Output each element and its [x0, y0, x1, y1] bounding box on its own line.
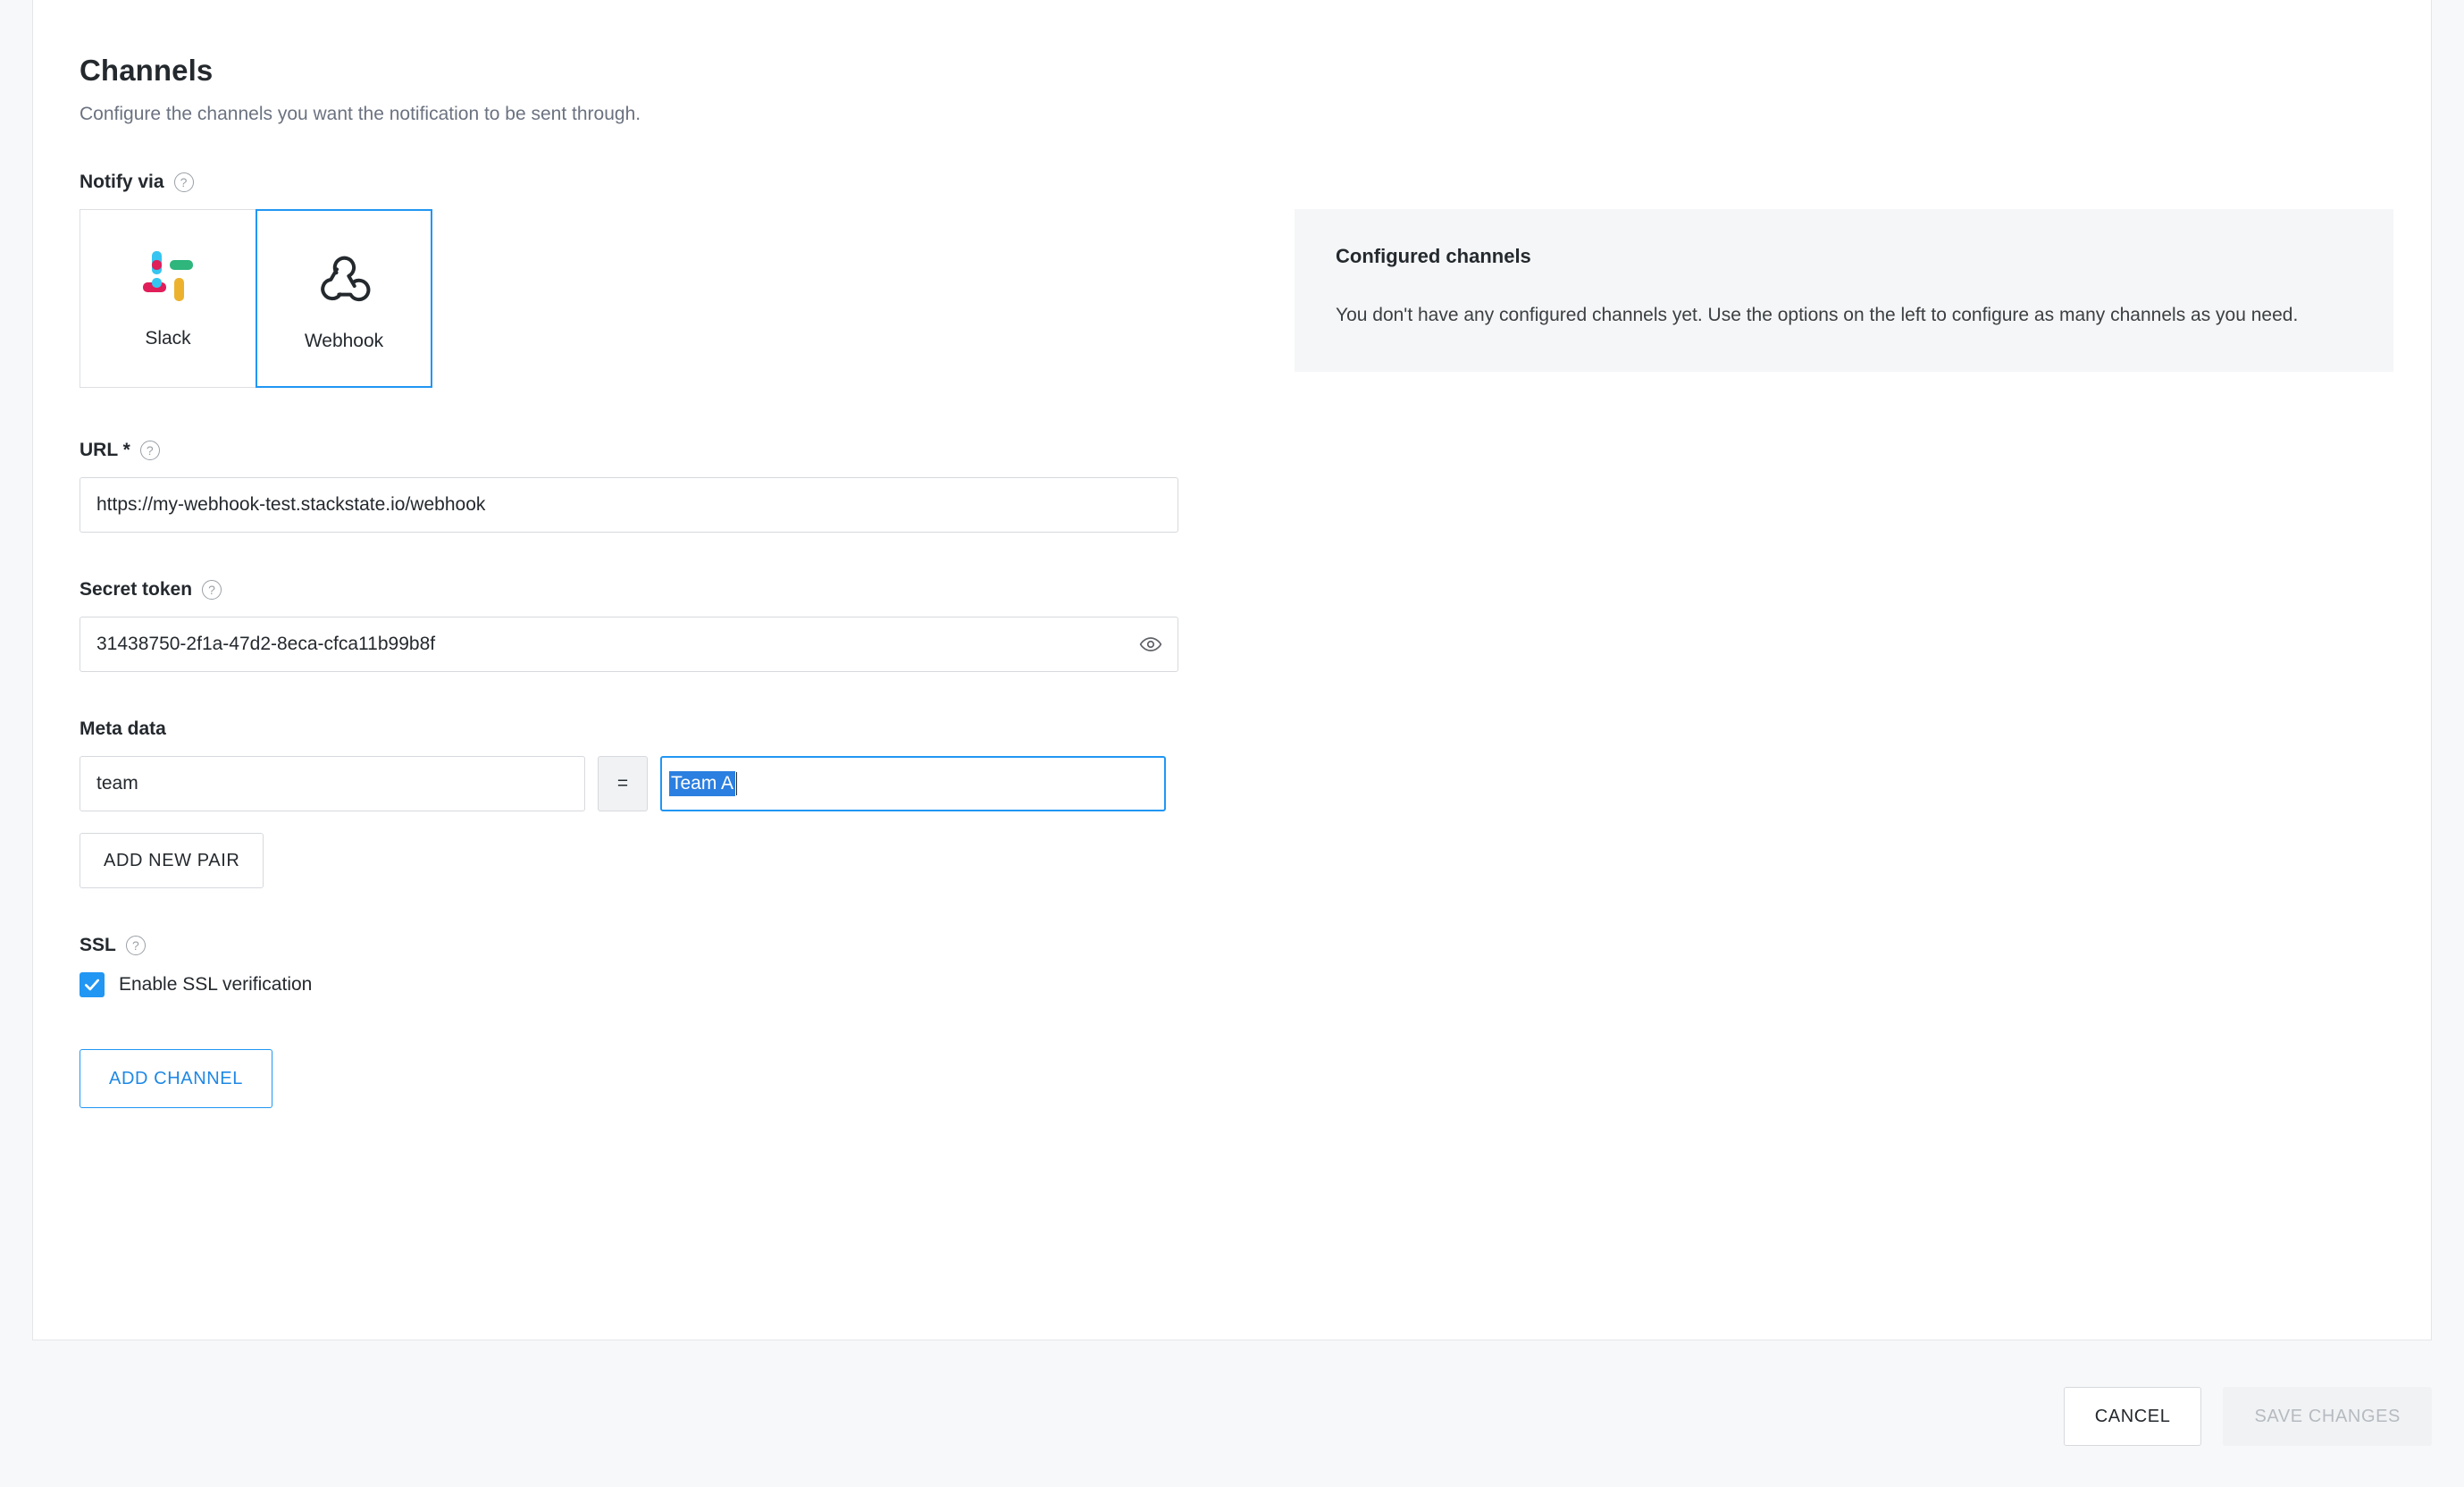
text-caret	[736, 772, 737, 795]
eye-icon[interactable]	[1137, 631, 1164, 658]
secret-token-label: Secret token	[80, 579, 193, 600]
channel-option-webhook-label: Webhook	[304, 330, 384, 351]
add-channel-button[interactable]: ADD CHANNEL	[80, 1049, 272, 1108]
channel-option-slack[interactable]	[80, 209, 256, 388]
meta-value-input[interactable]	[660, 756, 1166, 811]
save-changes-button: SAVE CHANGES	[2223, 1387, 2432, 1446]
meta-key-input[interactable]: team	[80, 756, 585, 811]
meta-separator: =	[598, 756, 648, 811]
footer-actions	[2064, 1387, 2432, 1446]
slack-logo-icon	[139, 248, 197, 305]
meta-data-row	[80, 756, 1223, 811]
ssl-label-row	[80, 935, 1223, 956]
notify-via-label: Notify via	[80, 172, 164, 192]
secret-token-input[interactable]: 31438750-2f1a-47d2-8eca-cfca11b99b8f	[80, 617, 1178, 672]
configured-channels-empty-text: You don't have any configured channels yet. Use the options on the left to configure as many channels as you need.	[1336, 305, 2299, 325]
url-label: URL *	[80, 440, 130, 460]
channel-option-slack-label: Slack	[145, 328, 191, 349]
ssl-label: SSL	[80, 935, 116, 955]
url-input[interactable]: https://my-webhook-test.stackstate.io/webhook	[80, 477, 1178, 533]
url-label-row	[80, 440, 1223, 461]
help-circle-icon[interactable]: ?	[202, 580, 222, 600]
configured-channels-panel	[1295, 209, 2393, 372]
page-title: Channels	[80, 54, 214, 87]
meta-data-label: Meta data	[80, 718, 166, 739]
channel-form	[80, 172, 1223, 1108]
help-circle-icon[interactable]: ?	[126, 936, 146, 955]
body-columns	[80, 172, 2384, 1108]
secret-token-field-block	[80, 579, 1223, 672]
help-circle-icon[interactable]: ?	[140, 441, 160, 460]
notify-via-label-row	[80, 172, 1223, 193]
channels-content	[80, 54, 2384, 1108]
meta-data-label-row	[80, 718, 1223, 740]
configured-channels-column	[1295, 172, 2393, 1108]
ssl-checkbox-row	[80, 972, 1223, 997]
webhook-icon	[315, 246, 373, 307]
help-circle-icon[interactable]: ?	[174, 172, 194, 192]
secret-token-input-wrap	[80, 617, 1178, 672]
channel-option-webhook[interactable]	[256, 209, 432, 388]
url-field-block	[80, 440, 1223, 533]
secret-token-label-row	[80, 579, 1223, 601]
enable-ssl-checkbox[interactable]	[80, 972, 105, 997]
footer-bar	[0, 1340, 2464, 1487]
ssl-block	[80, 935, 1223, 997]
meta-value-selected-text: Team A	[669, 771, 735, 796]
page-subtitle: Configure the channels you want the notification to be sent through.	[80, 104, 641, 124]
configured-channels-title: Configured channels	[1336, 245, 1531, 267]
enable-ssl-label: Enable SSL verification	[119, 974, 313, 995]
meta-data-block	[80, 718, 1223, 888]
notify-via-options	[80, 209, 1223, 388]
channels-card	[32, 0, 2432, 1340]
cancel-button[interactable]: CANCEL	[2064, 1387, 2202, 1446]
add-new-pair-button[interactable]: ADD NEW PAIR	[80, 833, 264, 888]
